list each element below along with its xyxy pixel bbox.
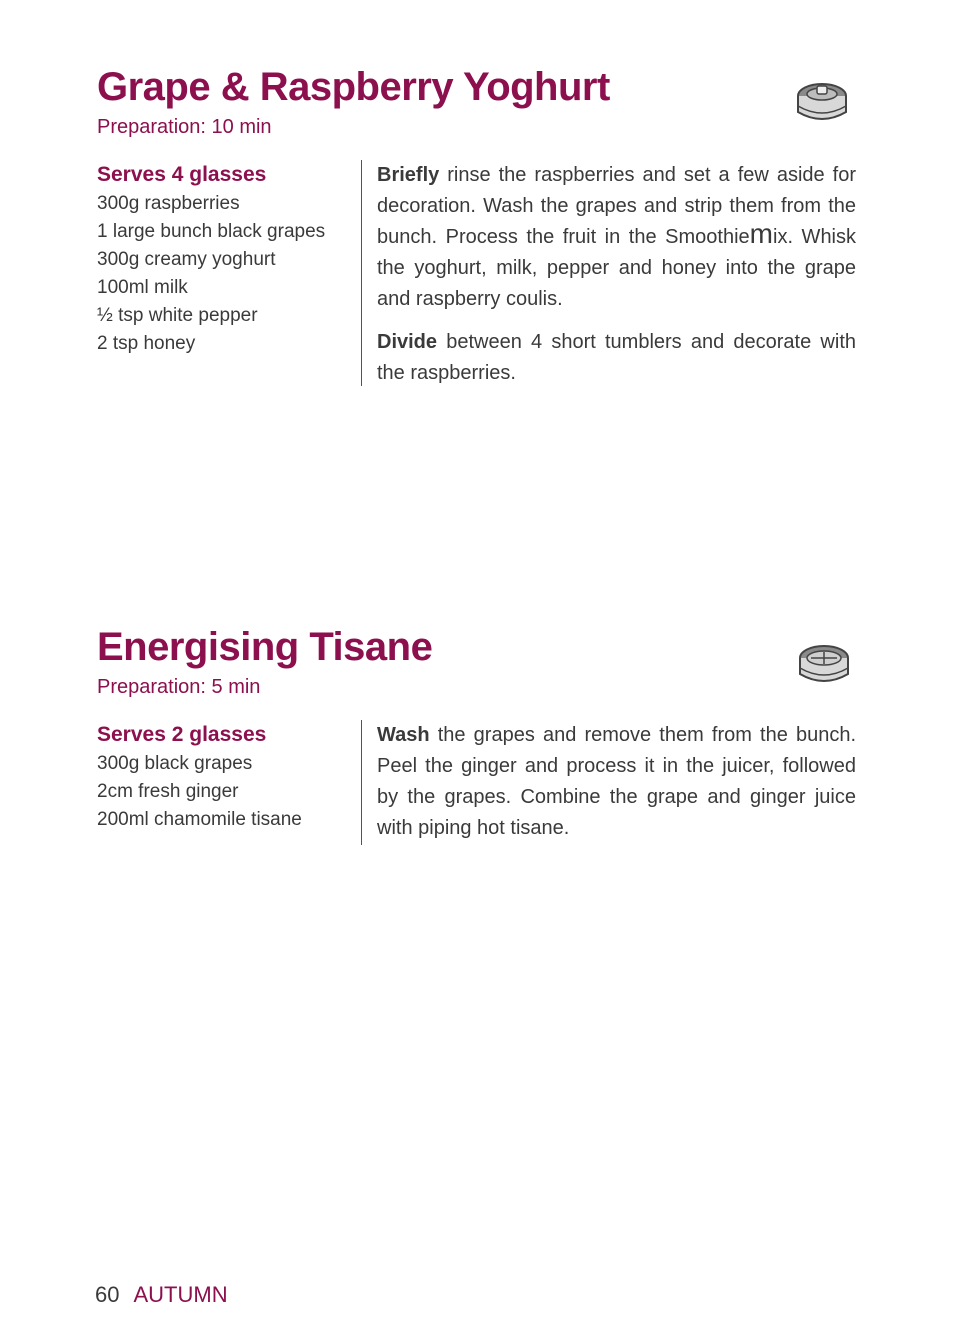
ingredient-item: 100ml milk bbox=[97, 277, 188, 298]
method-column bbox=[377, 160, 856, 401]
preparation-time: Preparation: 10 min bbox=[97, 116, 272, 138]
ingredient-item: 2 tsp honey bbox=[97, 333, 196, 354]
ingredient-item: 300g raspberries bbox=[97, 193, 240, 214]
page-footer bbox=[95, 1280, 228, 1310]
ingredient-item: 300g creamy yoghurt bbox=[97, 249, 276, 270]
column-divider bbox=[361, 720, 362, 845]
step-lead: Wash bbox=[377, 724, 430, 746]
serves-label: Serves 4 glasses bbox=[97, 163, 267, 186]
preparation-time: Preparation: 5 min bbox=[97, 676, 261, 698]
column-divider bbox=[361, 160, 362, 386]
recipe-energising-tisane bbox=[97, 622, 857, 839]
step-lead: Divide bbox=[377, 331, 438, 353]
recipe-grape-raspberry bbox=[97, 62, 857, 384]
method-step bbox=[377, 160, 856, 315]
juicer-bowl-icon bbox=[797, 638, 851, 692]
method-column bbox=[377, 720, 856, 856]
ingredient-item: 1 large bunch black grapes bbox=[97, 221, 326, 242]
ingredients-column bbox=[97, 720, 347, 834]
step-text: rinse the raspberries and set a few aside for decoration. Wash the grapes and strip them from the bunch. Process the fruit in the Smoothie bbox=[377, 164, 856, 248]
brand-m-glyph: m bbox=[749, 218, 773, 249]
ingredient-item: 200ml chamomile tisane bbox=[97, 809, 302, 830]
ingredient-item: 300g black grapes bbox=[97, 753, 253, 774]
method-step bbox=[377, 327, 856, 389]
serves-label: Serves 2 glasses bbox=[97, 723, 267, 746]
method-step bbox=[377, 720, 856, 844]
ingredients-column bbox=[97, 160, 347, 358]
step-text-after: ix. Whisk the yoghurt, milk, pepper and honey into the grape and raspberry coulis. bbox=[377, 226, 857, 310]
section-name: AUTUMN bbox=[133, 1282, 228, 1307]
ingredient-item: 2cm fresh ginger bbox=[97, 781, 239, 802]
recipe-title: Grape & Raspberry Yoghurt bbox=[97, 65, 610, 109]
step-text: between 4 short tumblers and decorate with the raspberries. bbox=[377, 331, 856, 384]
recipe-title: Energising Tisane bbox=[97, 625, 433, 669]
ingredient-item: ½ tsp white pepper bbox=[97, 305, 258, 326]
blender-jug-icon bbox=[795, 76, 849, 130]
page-number: 60 bbox=[95, 1282, 120, 1307]
step-lead: Briefly bbox=[377, 164, 440, 186]
step-text: the grapes and remove them from the bunch. Peel the ginger and process it in the juicer, followed by the grapes. Combine the grape and ginger juice with piping hot tisane. bbox=[377, 724, 856, 839]
